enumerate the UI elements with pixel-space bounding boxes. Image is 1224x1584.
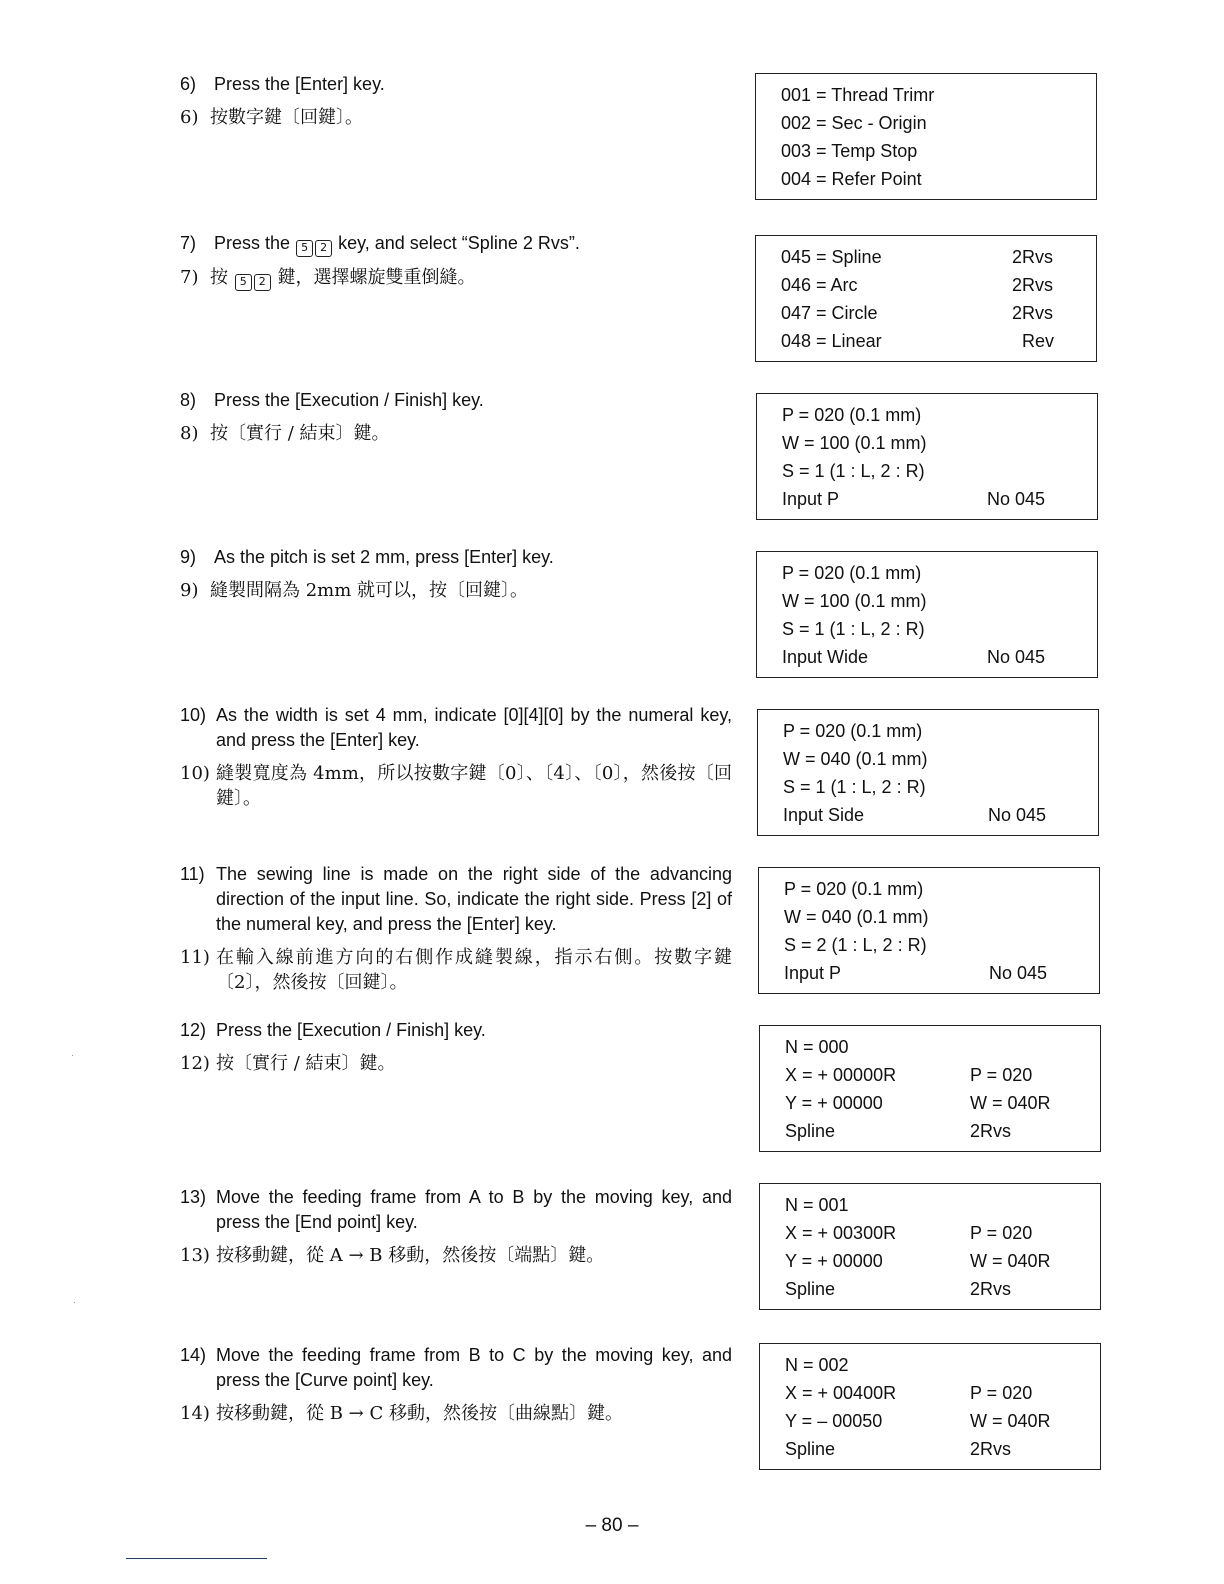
- lcd-text: N = 000: [785, 1037, 849, 1057]
- step-number: 11): [180, 864, 205, 884]
- step-number-zh: 12): [180, 1053, 210, 1074]
- step-text-en: [214, 231, 732, 257]
- step-text-en: Move the feeding frame from A to B by the moving key, and press the [End point] key.: [216, 1187, 732, 1232]
- lcd-text: Spline: [785, 1121, 836, 1141]
- lcd-row: [757, 429, 1097, 457]
- step-13: [180, 1185, 732, 1268]
- lcd-text: S = 1 (1 : L, 2 : R): [782, 461, 925, 481]
- lcd-text: S = 2 (1 : L, 2 : R): [784, 935, 927, 955]
- lcd-value: 2Rvs: [970, 1279, 1012, 1299]
- lcd-row: [758, 745, 1098, 773]
- lcd-display-4: [756, 551, 1098, 678]
- lcd-row: [760, 1033, 1100, 1061]
- lcd-row: [756, 299, 1096, 327]
- lcd-text: 048 = Linear: [781, 331, 882, 351]
- lcd-text: Input P: [782, 489, 840, 509]
- lcd-value: P = 020: [970, 1065, 1033, 1085]
- lcd-value: Rev: [1022, 331, 1055, 351]
- step-number-zh: 11): [180, 947, 210, 968]
- lcd-row: [758, 717, 1098, 745]
- step-text-en: As the pitch is set 2 mm, press [Enter] key.: [214, 547, 554, 567]
- step-11: [180, 862, 732, 995]
- lcd-text: Spline: [785, 1439, 836, 1459]
- lcd-value: 2Rvs: [1012, 275, 1054, 295]
- step-number: 7): [180, 233, 197, 253]
- lcd-text: W = 040 (0.1 mm): [783, 749, 928, 769]
- lcd-text: P = 020 (0.1 mm): [784, 879, 924, 899]
- lcd-text: W = 100 (0.1 mm): [782, 433, 927, 453]
- lcd-row: [760, 1089, 1100, 1117]
- lcd-text: 046 = Arc: [781, 275, 858, 295]
- step-9: [180, 545, 732, 603]
- key-2-icon: 2: [315, 240, 332, 257]
- lcd-text: Y = – 00050: [785, 1411, 883, 1431]
- key-2-icon: 2: [254, 274, 271, 291]
- lcd-text: W = 100 (0.1 mm): [782, 591, 927, 611]
- scan-speck: [72, 1055, 73, 1056]
- lcd-value: No 045: [988, 805, 1047, 825]
- lcd-row: [756, 109, 1096, 137]
- lcd-text: X = + 00400R: [785, 1383, 897, 1403]
- lcd-row: [760, 1379, 1100, 1407]
- lcd-value: P = 020: [970, 1223, 1033, 1243]
- lcd-text: S = 1 (1 : L, 2 : R): [782, 619, 925, 639]
- lcd-row: [756, 137, 1096, 165]
- lcd-text: W = 040 (0.1 mm): [784, 907, 929, 927]
- lcd-value: 2Rvs: [1012, 247, 1054, 267]
- step-text-zh: 按移動鍵，從 A → B 移動，然後按〔端點〕鍵。: [216, 1245, 605, 1266]
- step-text-zh: 縫製寬度為 4mm，所以按數字鍵〔0〕、〔4〕、〔0〕，然後按〔回鍵〕。: [216, 763, 732, 809]
- step-number-zh: 13): [180, 1245, 210, 1266]
- lcd-row: [759, 931, 1099, 959]
- step-number-zh: 10): [180, 763, 210, 784]
- lcd-row: [757, 587, 1097, 615]
- lcd-row: [760, 1219, 1100, 1247]
- lcd-row: [757, 643, 1097, 671]
- lcd-text: X = + 00300R: [785, 1223, 897, 1243]
- step-text-en: As the width is set 4 mm, indicate [0][4][0] by the numeral key, and press the [Enter] key.: [216, 705, 732, 750]
- lcd-text: 002 = Sec - Origin: [781, 113, 927, 133]
- lcd-display-8: [759, 1183, 1101, 1310]
- lcd-row: [756, 271, 1096, 299]
- lcd-row: [760, 1061, 1100, 1089]
- lcd-text: P = 020 (0.1 mm): [782, 405, 922, 425]
- lcd-text: Spline: [785, 1279, 836, 1299]
- lcd-row: [757, 457, 1097, 485]
- lcd-display-1: [755, 73, 1097, 200]
- lcd-row: [760, 1407, 1100, 1435]
- key-5-icon: 5: [235, 274, 252, 291]
- step-12: [180, 1018, 732, 1076]
- lcd-display-2: [755, 235, 1097, 362]
- lcd-value: 2Rvs: [970, 1439, 1012, 1459]
- lcd-text: S = 1 (1 : L, 2 : R): [783, 777, 926, 797]
- step-14: [180, 1343, 732, 1426]
- lcd-row: [760, 1191, 1100, 1219]
- lcd-text: Input Wide: [782, 647, 869, 667]
- lcd-row: [759, 875, 1099, 903]
- lcd-text: N = 002: [785, 1355, 849, 1375]
- lcd-row: [757, 559, 1097, 587]
- lcd-text: 047 = Circle: [781, 303, 878, 323]
- step-text-zh: 縫製間隔為 2mm 就可以，按〔回鍵〕。: [210, 580, 529, 601]
- lcd-row: [759, 959, 1099, 987]
- step-number: 9): [180, 547, 197, 567]
- lcd-text: P = 020 (0.1 mm): [783, 721, 923, 741]
- lcd-row: [758, 801, 1098, 829]
- step-text-part: 按: [210, 267, 228, 288]
- lcd-display-3: [756, 393, 1098, 520]
- lcd-row: [757, 615, 1097, 643]
- lcd-text: 001 = Thread Trimr: [781, 85, 935, 105]
- lcd-text: 003 = Temp Stop: [781, 141, 918, 161]
- step-number-zh: 9): [180, 580, 199, 601]
- step-number: 6): [180, 74, 197, 94]
- step-text-part: key, and select “Spline 2 Rvs”.: [338, 233, 580, 253]
- lcd-row: [758, 773, 1098, 801]
- lcd-display-7: [759, 1025, 1101, 1152]
- step-number-zh: 6): [180, 107, 199, 128]
- lcd-display-6: [758, 867, 1100, 994]
- lcd-row: [756, 165, 1096, 193]
- lcd-value: W = 040R: [970, 1251, 1051, 1271]
- lcd-row: [760, 1275, 1100, 1303]
- lcd-row: [756, 81, 1096, 109]
- lcd-row: [757, 401, 1097, 429]
- lcd-row: [759, 903, 1099, 931]
- step-number-zh: 7): [180, 267, 199, 288]
- lcd-row: [756, 243, 1096, 271]
- step-8: [180, 388, 732, 446]
- lcd-text: X = + 00000R: [785, 1065, 897, 1085]
- step-number: 10): [180, 705, 207, 725]
- step-text-en: Move the feeding frame from B to C by the moving key, and press the [Curve point] key.: [216, 1345, 732, 1390]
- step-6: [180, 72, 732, 130]
- lcd-value: No 045: [987, 489, 1046, 509]
- step-text-en: Press the [Execution / Finish] key.: [214, 390, 484, 410]
- step-number: 12): [180, 1020, 207, 1040]
- step-text-zh: 按移動鍵，從 B → C 移動，然後按〔曲線點〕鍵。: [216, 1403, 623, 1424]
- lcd-row: [756, 327, 1096, 355]
- lcd-row: [760, 1351, 1100, 1379]
- page-number: – 80 –: [585, 1515, 639, 1536]
- lcd-text: Input P: [784, 963, 842, 983]
- step-text-part: Press the: [214, 233, 291, 253]
- lcd-display-5: [757, 709, 1099, 836]
- step-number: 8): [180, 390, 197, 410]
- lcd-display-9: [759, 1343, 1101, 1470]
- lcd-text: P = 020 (0.1 mm): [782, 563, 922, 583]
- lcd-text: Y = + 00000: [785, 1251, 883, 1271]
- lcd-value: W = 040R: [970, 1093, 1051, 1113]
- lcd-value: W = 040R: [970, 1411, 1051, 1431]
- step-text-zh: 按數字鍵〔回鍵〕。: [210, 107, 363, 128]
- lcd-row: [760, 1435, 1100, 1463]
- lcd-text: 045 = Spline: [781, 247, 882, 267]
- lcd-text: Input Side: [783, 805, 865, 825]
- lcd-row: [757, 485, 1097, 513]
- footer-rule: [126, 1558, 267, 1559]
- key-5-icon: 5: [296, 240, 313, 257]
- lcd-row: [760, 1117, 1100, 1145]
- step-text-en: Press the [Enter] key.: [214, 74, 385, 94]
- step-number: 13): [180, 1187, 207, 1207]
- step-text-en: The sewing line is made on the right side of the advancing direction of the input line. So, indicate the right side. Press [2] of the numeral key, and press the [Enter] key.: [216, 864, 732, 934]
- lcd-value: No 045: [987, 647, 1046, 667]
- lcd-value: No 045: [989, 963, 1048, 983]
- step-10: [180, 703, 732, 811]
- step-text-zh: 在輸入線前進方向的右側作成縫製線，指示右側。按數字鍵〔2〕，然後按〔回鍵〕。: [216, 947, 732, 993]
- lcd-value: 2Rvs: [970, 1121, 1012, 1141]
- lcd-row: [760, 1247, 1100, 1275]
- scan-speck: [74, 1302, 75, 1303]
- step-text-zh: 按〔實行 / 結束〕鍵。: [216, 1053, 396, 1074]
- step-text-zh: [210, 265, 732, 291]
- lcd-value: 2Rvs: [1012, 303, 1054, 323]
- lcd-value: P = 020: [970, 1383, 1033, 1403]
- step-number-zh: 14): [180, 1403, 210, 1424]
- step-number: 14): [180, 1345, 207, 1365]
- step-7: [180, 231, 732, 291]
- step-text-en: Press the [Execution / Finish] key.: [216, 1020, 486, 1040]
- step-text-part: 鍵，選擇螺旋雙重倒縫。: [277, 267, 476, 288]
- lcd-text: 004 = Refer Point: [781, 169, 922, 189]
- lcd-text: Y = + 00000: [785, 1093, 883, 1113]
- step-text-zh: 按〔實行 / 結束〕鍵。: [210, 423, 390, 444]
- lcd-text: N = 001: [785, 1195, 849, 1215]
- step-number-zh: 8): [180, 423, 199, 444]
